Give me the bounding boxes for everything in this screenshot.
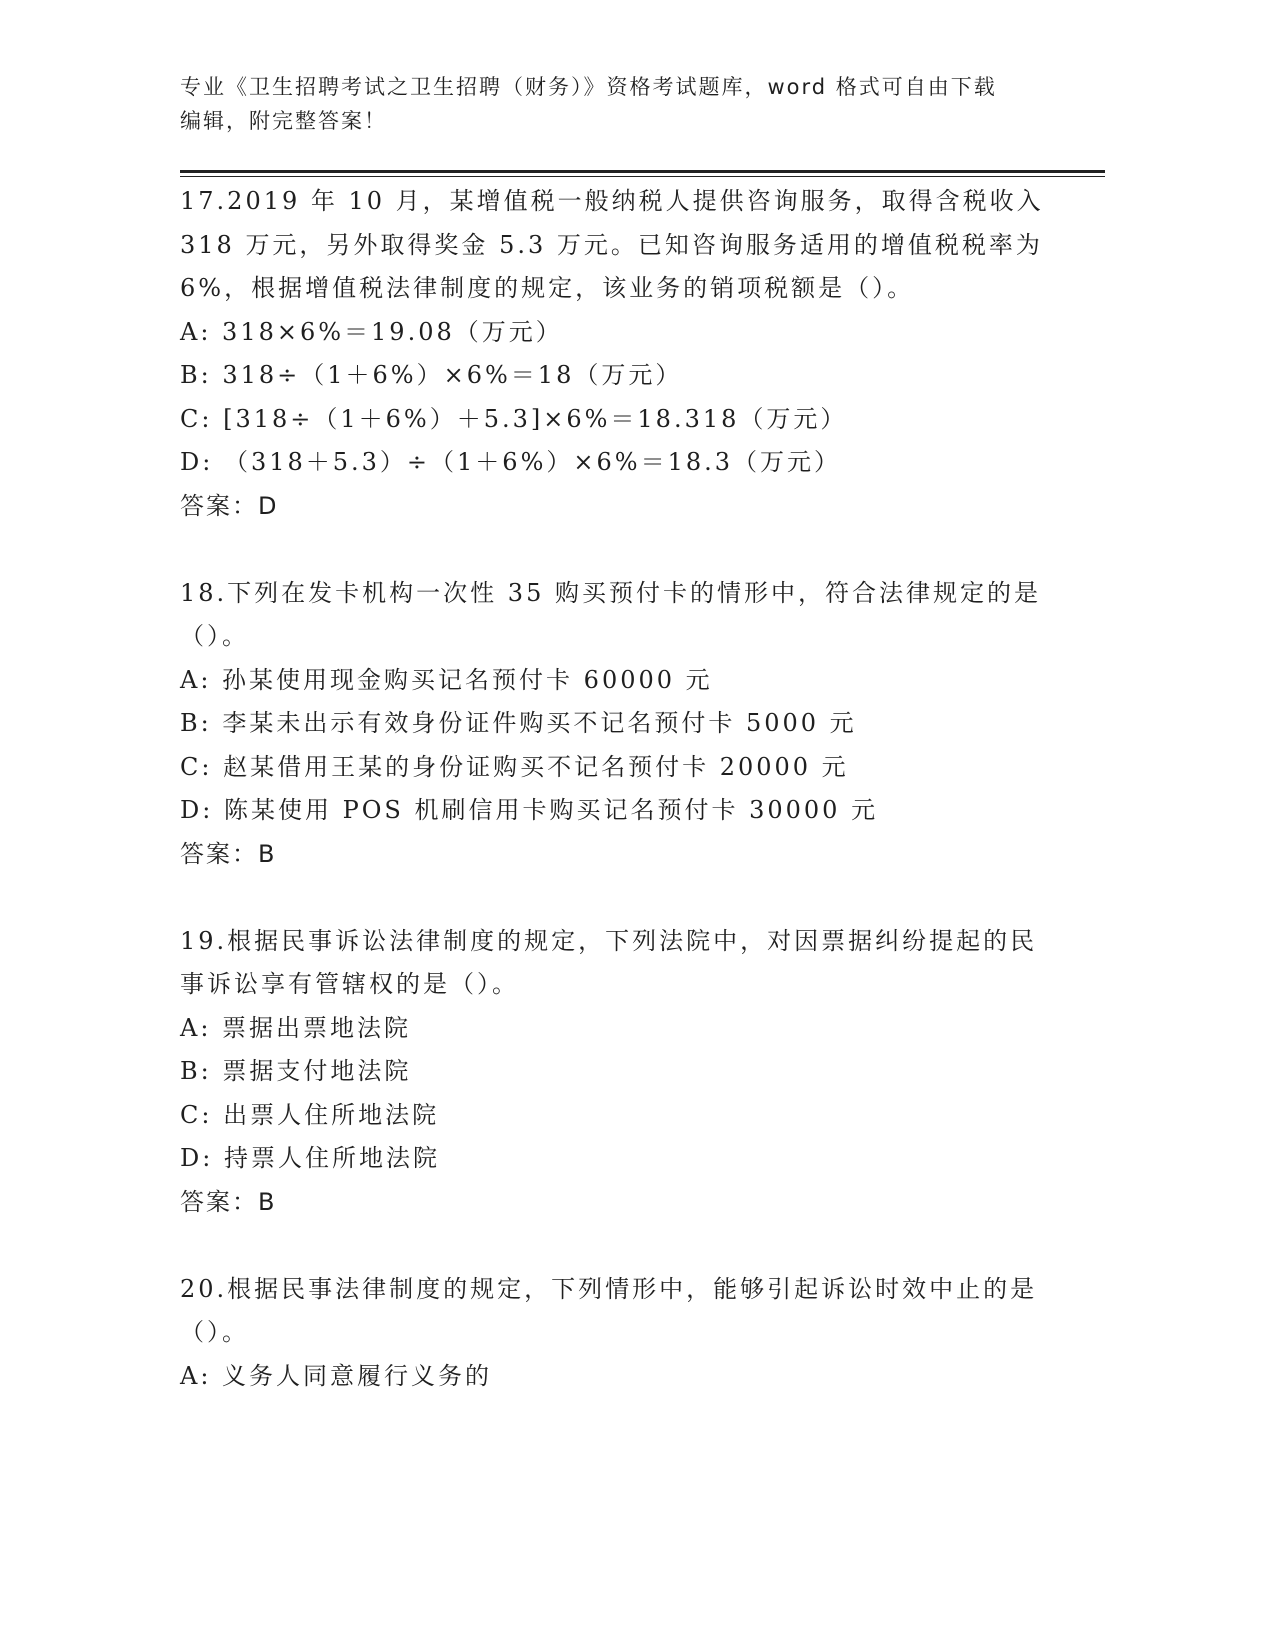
spacer [180,528,1060,572]
option-a: A: 318×6%＝19.08（万元） [180,317,563,346]
question-17 [180,180,1060,528]
answer-label: 答案：B [180,839,277,868]
spacer [180,876,1060,920]
question-stem: 20.根据民事法律制度的规定，下列情形中，能够引起诉讼时效中止的是（）。 [180,1274,1038,1346]
header-line-1: 专业《卫生招聘考试之卫生招聘（财务）》资格考试题库，word 格式可自由下载 [180,75,997,99]
question-list [180,180,1060,1398]
question-19 [180,920,1060,1225]
question-18 [180,572,1060,877]
option-b: B: 票据支付地法院 [180,1057,412,1085]
answer-label: 答案：B [180,1187,277,1216]
option-b: B: 李某未出示有效身份证件购买不记名预付卡 5000 元 [180,709,857,737]
option-c: C: [318÷（1＋6%）＋5.3]×6%＝18.318（万元） [180,404,848,433]
option-d: D: 持票人住所地法院 [180,1144,440,1172]
header-line-2: 编辑，附完整答案！ [180,109,387,133]
option-d: D: 陈某使用 POS 机刷信用卡购买记名预付卡 30000 元 [180,796,879,824]
option-d: D: （318＋5.3）÷（1＋6%）×6%＝18.3（万元） [180,448,842,476]
option-c: C: 出票人住所地法院 [180,1100,440,1129]
option-c: C: 赵某借用王某的身份证购买不记名预付卡 20000 元 [180,752,849,781]
question-20 [180,1268,1060,1399]
option-b: B: 318÷（1＋6%）×6%＝18（万元） [180,361,683,389]
option-a: A: 孙某使用现金购买记名预付卡 60000 元 [180,665,713,694]
question-stem: 17.2019 年 10 月，某增值税一般纳税人提供咨询服务，取得含税收入 318 万元，另外取得奖金 5.3 万元。已知咨询服务适用的增值税税率为 6%，根据增值税法律制度的规定，该业务的销项税额是（）。 [180,187,1044,302]
spacer [180,1224,1060,1268]
option-a: A: 义务人同意履行义务的 [180,1361,493,1390]
document-header [180,70,1060,138]
header-rule-thin [180,176,1105,177]
header-rule-thick [180,170,1105,173]
answer-label: 答案：D [180,491,279,520]
question-stem: 19.根据民事诉讼法律制度的规定，下列法院中，对因票据纠纷提起的民事诉讼享有管辖权的是（）。 [180,926,1038,998]
option-a: A: 票据出票地法院 [180,1013,412,1042]
question-stem: 18.下列在发卡机构一次性 35 购买预付卡的情形中，符合法律规定的是（）。 [180,578,1041,650]
